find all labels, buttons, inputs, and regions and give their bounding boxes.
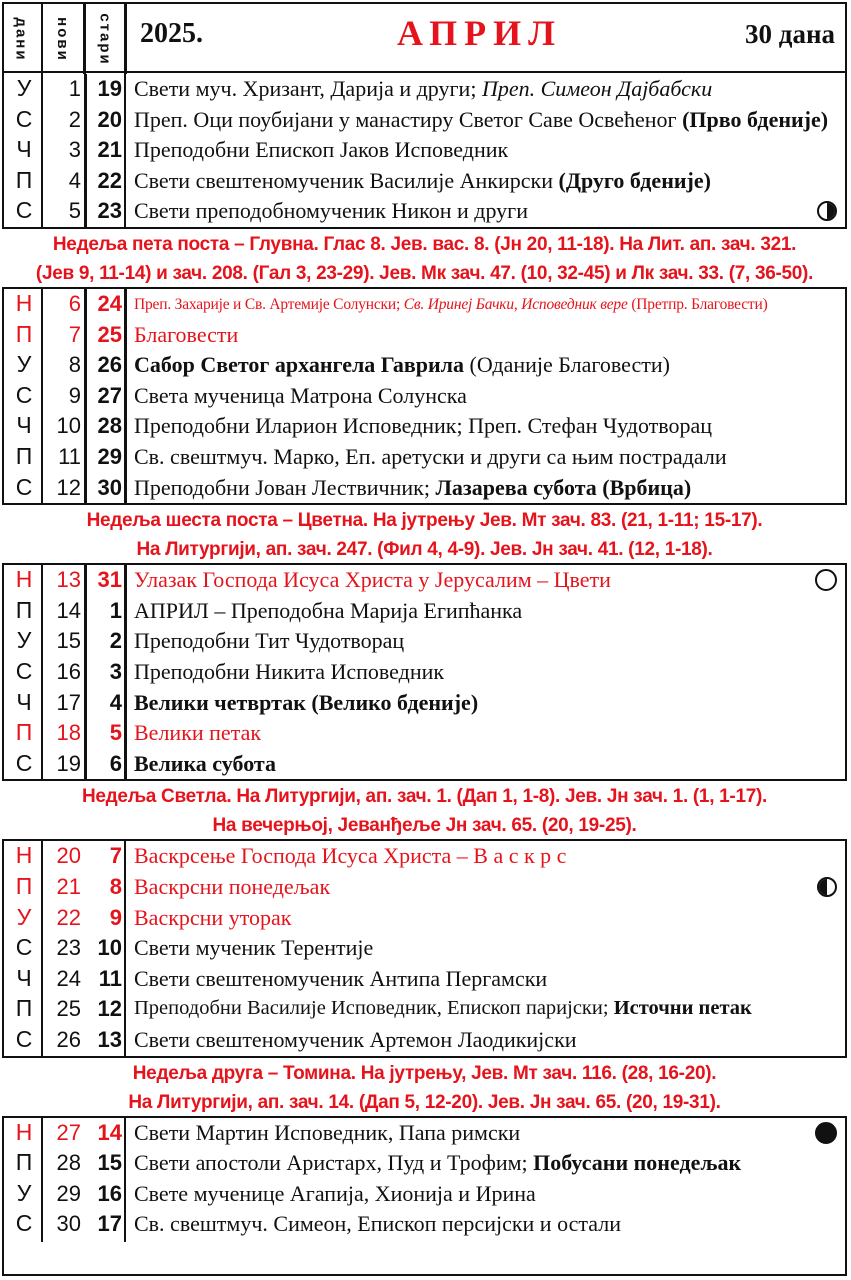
- feast-text: [134, 720, 839, 746]
- feast-text: [134, 905, 839, 931]
- moon-shade: [819, 879, 827, 895]
- feast-text-main: Свети свештеномученик Василије Анкирски: [134, 167, 559, 193]
- weekday-letter: Ч: [16, 412, 32, 439]
- old-calendar-date: 9: [109, 904, 122, 930]
- day-row: [2, 872, 847, 903]
- column-rule: [41, 2, 43, 74]
- old-calendar-date: 7: [109, 843, 122, 869]
- weekday-letter: У: [16, 1179, 32, 1206]
- feast-text-main: Свети Мартин Исповедник, Папа римски: [134, 1119, 521, 1145]
- feast-text-main: Свети преподобномученик Никон и други: [134, 198, 528, 224]
- feast-text: [134, 198, 807, 224]
- column-rule: [124, 1118, 126, 1242]
- feast-text-bold: Велики четвртак (Велико бденије): [134, 689, 479, 715]
- feast-text-main: Св. свештмуч. Марко, Еп. аретуски и други са њим пострадали: [134, 444, 727, 469]
- new-calendar-date: 30: [56, 1211, 81, 1237]
- day-row: [2, 718, 847, 749]
- old-calendar-date: 3: [109, 659, 122, 684]
- notice-line: На Литургији, ап. зач. 14. (Дап 5, 12-20). Јев. Јн зач. 65. (20, 19-31).: [128, 1091, 721, 1113]
- feast-text-main: Преподобни Василије Исповедник, Епископ паријски;: [134, 997, 614, 1020]
- old-calendar-date: 16: [97, 1180, 122, 1206]
- weekday-letter: С: [15, 473, 33, 500]
- old-calendar-date: 6: [109, 750, 122, 776]
- feast-text: [134, 322, 839, 348]
- day-row: [2, 442, 847, 473]
- day-row: [2, 596, 847, 627]
- weekday-letter: Ч: [16, 964, 32, 991]
- feast-text: [134, 1027, 839, 1053]
- day-row: [2, 749, 847, 780]
- column-rule: [84, 289, 87, 505]
- feast-text-main: Велики петак: [134, 720, 262, 746]
- day-row: [2, 196, 847, 227]
- weekday-letter: П: [15, 1149, 33, 1176]
- notice-line: Недеља Светла. На Литургији, ап. зач. 1. (Дап 1, 1-8). Јев. Јн зач. 1. (1, 1-17).: [81, 786, 767, 808]
- weekday-letter: П: [15, 166, 33, 193]
- feast-text: [134, 598, 839, 624]
- feast-text: [134, 296, 839, 314]
- old-calendar-date: 14: [97, 1119, 122, 1145]
- old-calendar-date: 23: [97, 198, 122, 224]
- new-calendar-date: 11: [58, 444, 81, 469]
- feast-text-bold: Велика субота: [134, 750, 276, 776]
- column-rule: [41, 841, 43, 1057]
- weekday-letter: П: [15, 443, 33, 469]
- new-calendar-date: 5: [68, 198, 81, 224]
- day-row: [2, 74, 847, 105]
- notice-line: (Јев 9, 11-14) и зач. 208. (Гал 3, 23-29). Јев. Мк зач. 47. (10, 32-45) и Лк зач. 33. (7, 36-50).: [35, 263, 814, 284]
- new-calendar-date: 23: [56, 935, 81, 961]
- feast-text-main: Свети мученик Терентије: [134, 935, 374, 961]
- feast-text: [134, 997, 839, 1020]
- new-calendar-date: 19: [56, 750, 81, 776]
- column-rule: [124, 841, 126, 1057]
- sunday-notice: [2, 503, 847, 565]
- notice-line: Недеља шеста поста – Цветна. На јутрењу Јев. Мт зач. 83. (21, 1-11; 15-17).: [86, 510, 763, 532]
- new-label-text: нови: [53, 16, 71, 62]
- feast-text-main: АПРИЛ – Преподобна Марија Египћанка: [134, 597, 523, 623]
- weekday-letter: Н: [15, 290, 33, 316]
- day-row: [2, 626, 847, 657]
- feast-text: [134, 137, 839, 163]
- feast-text: [134, 383, 839, 409]
- days-label-text: дани: [12, 16, 30, 62]
- last-quarter-moon-icon: [817, 201, 837, 221]
- column-rule: [84, 565, 87, 781]
- old-calendar-date: 29: [97, 444, 122, 469]
- weekday-letter: С: [15, 658, 33, 684]
- feast-text: [134, 413, 839, 439]
- day-row: [2, 166, 847, 197]
- weekday-letter: С: [15, 1210, 33, 1237]
- feast-text: [134, 874, 807, 900]
- feast-text-main: Преподобни Иларион Исповедник; Преп. Стефан Чудотворац: [134, 413, 713, 439]
- column-rule: [84, 74, 87, 229]
- old-label-text: стари: [96, 12, 114, 66]
- new-calendar-date: 16: [56, 659, 81, 684]
- day-row: [2, 105, 847, 136]
- day-row: [2, 1148, 847, 1179]
- weekday-letter: П: [15, 719, 33, 746]
- column-rule: [41, 289, 43, 505]
- feast-text-main: Свете мученице Агапија, Хионија и Ирина: [134, 1180, 536, 1206]
- column-rule: [83, 2, 86, 74]
- feast-text-bold: Источни петак: [613, 997, 752, 1020]
- old-calendar-date: 1: [109, 597, 122, 623]
- new-calendar-date: 3: [68, 137, 81, 163]
- weekday-letter: Н: [15, 566, 33, 593]
- day-row: [2, 289, 847, 320]
- weekday-letter: П: [15, 596, 33, 623]
- year-label: 2025.: [140, 18, 203, 49]
- day-row: [2, 841, 847, 872]
- old-calendar-date: 4: [109, 689, 122, 715]
- weekday-letter: С: [15, 197, 33, 224]
- feast-text-bold: Побусани понедељак: [533, 1150, 742, 1176]
- new-calendar-date: 21: [56, 874, 81, 899]
- old-calendar-date: 5: [109, 720, 122, 746]
- feast-text: [134, 966, 839, 992]
- feast-text: [134, 1211, 839, 1237]
- feast-text-main: Преподобни Епископ Јаков Исповедник: [134, 137, 509, 163]
- feast-text-main: Свети апостоли Аристарх, Пуд и Трофим;: [134, 1150, 534, 1176]
- old-calendar-date: 10: [97, 935, 122, 961]
- feast-text: [134, 935, 839, 961]
- column-rule: [124, 74, 126, 229]
- notice-line: Недеља друга – Томина. На јутрењу, Јев. Мт зач. 116. (28, 16-20).: [132, 1062, 717, 1084]
- notice-line: Недеља пета поста – Глувна. Глас 8. Јев. вас. 8. (Јн 20, 11-18). На Лит. ап. зач. 321.: [52, 234, 797, 255]
- day-row: [2, 657, 847, 688]
- feast-text-italic: Преп. Симеон Дајбабски: [481, 76, 713, 101]
- month-title: АПРИЛ: [397, 13, 562, 53]
- feast-text: [134, 843, 839, 869]
- sunday-notice: [2, 1056, 847, 1118]
- feast-text-main: Преподобни Никита Исповедник: [134, 659, 445, 684]
- new-calendar-date: 9: [68, 382, 81, 408]
- feast-text: [134, 444, 839, 470]
- new-calendar-date: 1: [68, 76, 81, 101]
- new-calendar-date: 24: [56, 965, 81, 991]
- feast-text: [134, 567, 807, 593]
- new-calendar-date: 28: [56, 1150, 81, 1176]
- feast-text-tail: (Претпр. Благовести): [627, 296, 768, 313]
- old-calendar-date: 2: [109, 628, 122, 654]
- day-row: [2, 381, 847, 412]
- weekday-letter: Ч: [16, 136, 32, 163]
- old-calendar-date: 11: [98, 965, 122, 991]
- new-calendar-date: 15: [56, 628, 81, 654]
- feast-text: [134, 659, 839, 685]
- feast-text-bold: (Друго бденије): [558, 167, 711, 193]
- new-calendar-date: 25: [56, 996, 81, 1022]
- feast-text-bold: Лазарева субота (Врбица): [435, 474, 692, 500]
- new-calendar-date: 18: [56, 720, 81, 746]
- day-row: [2, 964, 847, 995]
- new-calendar-date: 22: [56, 904, 81, 930]
- sunday-notice: [2, 227, 847, 289]
- column-rule: [41, 565, 43, 781]
- feast-text: [134, 1120, 807, 1146]
- old-calendar-date: 27: [97, 382, 122, 408]
- old-calendar-date: 15: [97, 1150, 122, 1176]
- feast-text-main: Васкрсење Господа Исуса Христа – В а с к р с: [134, 843, 567, 869]
- day-row: [2, 473, 847, 504]
- feast-text-main: Преп. Захарије и Св. Артемије Солунски;: [134, 296, 404, 313]
- feast-text-main: Васкрсни уторак: [134, 904, 292, 930]
- old-calendar-date: 13: [97, 1027, 122, 1052]
- moon-shade: [827, 203, 835, 219]
- old-calendar-date: 17: [97, 1211, 122, 1237]
- sunday-notice: [2, 779, 847, 841]
- feast-text: [134, 76, 839, 102]
- feast-text-main: (Оданије Благовести): [464, 352, 670, 378]
- days-column-label: [2, 6, 40, 72]
- feast-text-main: Улазак Господа Исуса Христа у Јерусалим – Цвети: [134, 567, 611, 593]
- weekday-letter: П: [15, 873, 33, 899]
- day-row: [2, 350, 847, 381]
- new-calendar-date: 7: [68, 321, 81, 347]
- days-count: 30 дана: [745, 19, 835, 49]
- new-calendar-date: 13: [56, 567, 81, 593]
- feast-text-main: Преподобни Тит Чудотворац: [134, 628, 405, 654]
- feast-text-main: Св. свештмуч. Симеон, Епископ персијски и остали: [134, 1211, 621, 1237]
- feast-text-main: Благовести: [134, 321, 239, 347]
- weekday-letter: Ч: [16, 688, 32, 715]
- new-calendar-column-label: [43, 6, 81, 72]
- day-row: [2, 1209, 847, 1240]
- feast-text-main: Свети свештеномученик Антипа Пергамски: [134, 965, 548, 991]
- feast-text-main: Васкрсни понедељак: [134, 874, 331, 899]
- day-row: [2, 903, 847, 934]
- new-calendar-date: 4: [68, 167, 81, 193]
- feast-text-italic: Св. Иринеј Бачки, Исповедник вере: [403, 296, 628, 313]
- new-moon-icon: [815, 1122, 837, 1144]
- day-row: [2, 1179, 847, 1210]
- old-calendar-date: 30: [97, 474, 122, 500]
- day-row: [2, 135, 847, 166]
- weekday-letter: У: [16, 351, 32, 378]
- column-rule: [124, 2, 127, 74]
- day-row: [2, 565, 847, 596]
- old-calendar-column-label: [86, 6, 124, 72]
- feast-text-main: Света мученица Матрона Солунска: [134, 382, 467, 408]
- feast-text-main: Преподобни Јован Лествичник;: [134, 474, 436, 500]
- weekday-letter: С: [15, 381, 33, 408]
- feast-text: [134, 628, 839, 654]
- new-calendar-date: 2: [68, 106, 81, 132]
- column-rule: [124, 289, 127, 505]
- feast-text: [134, 107, 839, 133]
- weekday-letter: Н: [15, 1118, 33, 1145]
- first-quarter-moon-icon: [817, 877, 837, 897]
- day-row: [2, 411, 847, 442]
- new-calendar-date: 8: [68, 352, 81, 378]
- feast-text-main: Свети свештеномученик Артемон Лаодикијски: [134, 1027, 577, 1052]
- day-row: [2, 994, 847, 1025]
- new-calendar-date: 27: [56, 1119, 81, 1145]
- old-calendar-date: 24: [97, 291, 122, 316]
- feast-text-bold: (Прво бденије): [682, 106, 829, 132]
- feast-text: [134, 690, 839, 716]
- weekday-letter: П: [15, 320, 33, 347]
- feast-text-bold: Сабор Светог архангела Гаврила: [134, 352, 464, 378]
- feast-text-main: Преп. Оци поубијани у манастиру Светог Саве Освећеног: [134, 106, 683, 132]
- column-rule: [41, 1118, 43, 1242]
- new-calendar-date: 6: [68, 291, 81, 316]
- weekday-letter: Н: [15, 842, 33, 869]
- weekday-letter: С: [15, 749, 33, 776]
- column-rule: [41, 74, 43, 229]
- notice-line: На вечерњој, Јеванђеље Јн зач. 65. (20, 19-25).: [212, 815, 637, 837]
- new-calendar-date: 14: [56, 597, 81, 623]
- old-calendar-date: 8: [109, 874, 122, 899]
- new-calendar-date: 12: [56, 474, 81, 500]
- day-row: [2, 933, 847, 964]
- day-row: [2, 1118, 847, 1149]
- old-calendar-date: 20: [97, 106, 122, 132]
- day-row: [2, 688, 847, 719]
- day-row: [2, 1025, 847, 1056]
- weekday-letter: П: [15, 995, 33, 1022]
- old-calendar-date: 28: [97, 413, 122, 439]
- weekday-letter: У: [16, 903, 32, 930]
- day-row: [2, 320, 847, 351]
- new-calendar-date: 10: [56, 413, 81, 439]
- old-calendar-date: 25: [97, 321, 122, 347]
- weekday-letter: С: [15, 934, 33, 961]
- calendar-header: [2, 2, 847, 73]
- new-calendar-date: 17: [56, 689, 81, 715]
- weekday-letter: С: [15, 1026, 33, 1052]
- old-calendar-date: 12: [97, 996, 122, 1022]
- feast-text: [134, 1181, 839, 1207]
- old-calendar-date: 21: [97, 137, 122, 163]
- old-calendar-date: 26: [97, 352, 122, 378]
- weekday-letter: У: [16, 75, 32, 101]
- notice-line: На Литургији, ап. зач. 247. (Фил 4, 4-9). Јев. Јн зач. 41. (12, 1-18).: [136, 539, 713, 561]
- feast-text-main: Свети муч. Хризант, Дарија и други;: [134, 76, 482, 101]
- old-calendar-date: 22: [97, 167, 122, 193]
- new-calendar-date: 29: [56, 1180, 81, 1206]
- full-moon-icon: [815, 569, 837, 591]
- new-calendar-date: 20: [56, 843, 81, 869]
- feast-text: [134, 1150, 839, 1176]
- column-rule: [124, 565, 127, 781]
- old-calendar-date: 31: [97, 567, 122, 593]
- new-calendar-date: 26: [56, 1027, 81, 1052]
- feast-text: [134, 168, 839, 194]
- feast-text: [134, 352, 839, 378]
- feast-text: [134, 751, 839, 777]
- weekday-letter: С: [15, 105, 33, 132]
- weekday-letter: У: [16, 627, 32, 654]
- old-calendar-date: 19: [97, 76, 122, 101]
- feast-text: [134, 475, 839, 501]
